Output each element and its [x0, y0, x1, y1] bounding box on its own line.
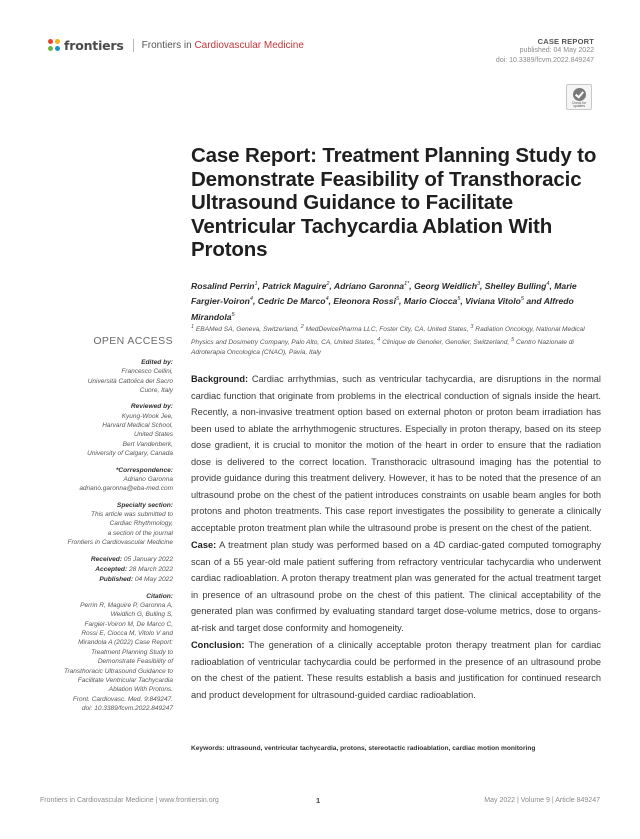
footer-journal-link[interactable]: Frontiers in Cardiovascular Medicine | www.frontiersin.org	[40, 797, 219, 804]
sidebar-line: Kyung-Wook Jee,	[121, 412, 173, 420]
background-text: Cardiac arrhythmias, such as ventricular tachycardia, are disruptions in the normal cardiac function that originate from problems in the electrical conduction of signals inside the heart. Recently, a non-invasive treatment option based on external photon or proton beam irradiation has been used to ablate the arrhythmogenic structures. Especially in proton therapy, based on its steep dose gradient, it is crucial to monitor the motion of the heart in order to ensure that the radiation dose is delivered to the correct location. Transthoracic ultrasound imaging has the potential to provide guidance during this treatment delivery. However, it has to be noted that the presence of an ultrasound probe on the chest of the patient introduces constraints on usable beam angles for both protons and photon treatments. This case report investigates the possibility to generate a clinically acceptable proton treatment plan while the ultrasound probe is present on the chest of the patient.	[191, 374, 601, 533]
sidebar-line: Ablation With Protons.	[108, 686, 173, 694]
citation-heading: Citation:	[146, 592, 173, 600]
author-affiliation-mark: 5	[395, 296, 400, 303]
sidebar-line: Università Cattolica del Sacro	[87, 377, 173, 385]
affiliation-mark: 2	[300, 324, 304, 330]
citation-block	[40, 592, 173, 714]
author-name[interactable]: Alfredo Mirandola$^5$	[191, 296, 574, 322]
author-affiliation-mark: 1*	[404, 281, 410, 287]
crossmark-label: Check for updates	[571, 100, 587, 109]
date-label: Accepted:	[95, 565, 128, 573]
affiliations	[191, 322, 601, 358]
author-name[interactable]: Cedric De Marco$^4$	[257, 296, 329, 307]
affiliation-text: Radiation Oncology, National Medical Physics and Dosimetry Company, Palo Alto, CA, United States,	[191, 326, 585, 347]
sidebar-line: Facilitate Ventricular Tachycardia	[77, 676, 173, 684]
author-name[interactable]: Viviana Vitolo$^5$	[465, 296, 524, 307]
sidebar-line: Weidlich G, Bulling S,	[110, 611, 173, 619]
sidebar-line: Adriano Garonna	[123, 475, 173, 483]
date-value: 28 March 2022	[129, 565, 173, 573]
author-name[interactable]: Patrick Maguire$^2$	[262, 280, 330, 291]
conclusion-text: The generation of a clinically acceptable proton therapy treatment plan for cardiac radioablation of ventricular tachycardia could be performed in the presence of an ultrasound probe on the chest of the patient. These results establish a basis and justification for continued research and product development for ultrasound-guided cardiac radioablation.	[191, 640, 601, 700]
specialty-block	[40, 501, 173, 548]
sidebar-line: Harvard Medical School,	[102, 422, 173, 430]
journal-prefix: Frontiers in	[141, 40, 195, 51]
author-affiliation-mark: 4	[325, 296, 329, 303]
abstract-case	[191, 537, 601, 636]
sidebar-line: Cuore, Italy	[139, 387, 173, 395]
author-affiliation-mark: 5	[520, 296, 524, 303]
article-meta	[496, 37, 594, 65]
sidebar-line: Rossi E, Ciocca M, Vitolo V and	[81, 629, 173, 637]
sidebar-line: Frontiers in Cardiovascular Medicine	[67, 539, 173, 547]
affiliation-mark: 1	[191, 324, 195, 330]
sidebar-line: Front. Cardiovasc. Med. 9:849247.	[72, 695, 173, 703]
author-affiliation-mark: 4	[546, 281, 550, 287]
sidebar-line: University of Calgary, Canada	[87, 450, 173, 458]
author-name[interactable]: Rosalind Perrin$^1$	[191, 280, 258, 291]
author-name[interactable]: Georg Weidlich$^3$	[414, 280, 481, 291]
sidebar-line: Mirandola A (2022) Case Report:	[78, 639, 173, 647]
journal-accent: Cardiovascular Medicine	[194, 40, 304, 51]
dates-block	[40, 555, 173, 585]
sidebar-line: doi: 10.3389/fcvm.2022.849247	[81, 705, 173, 713]
date-label: Published:	[99, 575, 134, 583]
case-label: Case:	[191, 540, 217, 550]
correspondence-block	[40, 466, 173, 494]
sidebar-line: Demonstrate Feasibility of	[97, 658, 173, 666]
sidebar-line: adriano.garonna@eba-med.com	[79, 485, 173, 493]
sidebar-line: Cardiac Rhythmology,	[109, 520, 173, 528]
author-affiliation-mark: 4	[249, 296, 253, 303]
affiliation-mark: 3	[470, 324, 474, 330]
publisher-logo[interactable]	[48, 38, 304, 53]
keywords: Keywords: ultrasound, ventricular tachycardia, protons, stereotactic radioablation, cardiac motion monitoring	[191, 745, 536, 752]
affiliation-text: Clinique de Genolier, Genolier, Switzerland,	[380, 339, 512, 347]
edited-by-heading: Edited by:	[141, 359, 173, 366]
sidebar-line: Transthoracic Ultrasound Guidance to	[64, 667, 173, 675]
author-name[interactable]: Adriano Garonna$^{1*}$	[333, 280, 410, 291]
affiliation-mark: 4	[377, 337, 381, 344]
conclusion-label: Conclusion:	[191, 640, 245, 650]
citation-text	[40, 601, 173, 714]
sidebar-line: Treatment Planning Study to	[91, 648, 173, 656]
abstract-background	[191, 371, 601, 536]
date-accepted	[40, 565, 173, 575]
reviewed-by-text	[40, 412, 173, 459]
sidebar-line: This article was submitted to	[90, 510, 173, 518]
correspondence-text[interactable]	[40, 475, 173, 494]
sidebar-line: a section of the journal	[107, 529, 173, 537]
frontiers-logo-icon	[48, 39, 61, 52]
date-value: 05 January 2022	[123, 555, 173, 563]
published-date: published: 04 May 2022	[519, 47, 594, 55]
author-affiliation-mark: 1	[254, 281, 258, 287]
doi-link[interactable]: doi: 10.3389/fcvm.2022.849247	[495, 56, 594, 64]
date-label: Received:	[90, 555, 123, 563]
author-name[interactable]: Eleonora Rossi$^5$	[333, 296, 400, 307]
logo-wordmark: frontiers	[64, 38, 124, 53]
article-title: Case Report: Treatment Planning Study to Demonstrate Feasibility of Transthoracic Ultrasound Guidance to Facilitate Ventricular Tachycardia Ablation With Protons	[191, 144, 597, 261]
page-header	[48, 37, 594, 73]
affiliation-text: MedDevicePharma LLC, Foster City, CA, United States,	[303, 326, 471, 334]
check-for-updates-button[interactable]	[566, 84, 592, 110]
date-value: 04 May 2022	[134, 575, 173, 583]
footer-issue-info: May 2022 | Volume 9 | Article 849247	[484, 797, 600, 804]
case-text: A treatment plan study was performed based on a 4D cardiac-gated computed tomography scan of a 55 year-old male patient suffering from refractory ventricular tachycardia who underwent cardiac radioablation. A proton therapy treatment plan was generated for the actual treatment target in presence of an ultrasound probe on the chest of this patient. The clinical acceptability of the generated plan was confirmed by evaluating standard target dose-volume metrics, dose to organs-at-risk and target dose conformity and homogeneity.	[191, 540, 601, 633]
date-received	[40, 555, 173, 565]
sidebar-line: Fargier-Voiron M, De Marco C,	[84, 620, 173, 628]
author-name[interactable]: Marie Fargier-Voiron$^4$	[191, 280, 577, 307]
header-divider	[133, 39, 134, 52]
author-name[interactable]: Shelley Bulling$^4$	[484, 280, 550, 291]
abstract	[191, 371, 601, 704]
abstract-conclusion	[191, 637, 601, 703]
date-published	[40, 575, 173, 585]
sidebar-line: Francesco Cellini,	[121, 368, 173, 376]
crossmark-icon	[573, 88, 586, 101]
background-label: Background:	[191, 374, 249, 384]
sidebar-line: Perrin R, Maguire P, Garonna A,	[80, 601, 173, 609]
sidebar-line: United States	[133, 431, 173, 439]
sidebar	[40, 335, 173, 721]
affiliation-text: EBAMed SA, Geneva, Switzerland,	[194, 326, 301, 334]
sidebar-line: Bert Vandenberk,	[122, 440, 173, 448]
author-affiliation-mark: 5	[231, 311, 235, 318]
page-number: 1	[316, 796, 321, 805]
affiliation-mark: 5	[511, 337, 515, 344]
edited-by-block	[40, 358, 173, 395]
author-affiliation-mark: 3	[476, 281, 481, 287]
reviewed-by-heading: Reviewed by:	[130, 403, 173, 411]
author-affiliation-mark: 2	[326, 281, 330, 287]
article-type: CASE REPORT	[537, 37, 594, 46]
author-list: Rosalind Perrin$^1$, Patrick Maguire$^2$, Adriano Garonna$^{1*}$, Georg Weidlich$^3$, Shelley Bulling$^4$, Marie Fargier-Voiron$^4$, Cedric De Marco$^4$, Eleonora Rossi$^5$, Mario Ciocca$^5$, Viviana Vitolo$^5$ and Alfredo Mirandola$^5$	[191, 280, 577, 322]
author-affiliation-mark: 5	[457, 296, 461, 303]
affiliation-text: Centro Nazionale di Adroterapia Oncologica (CNAO), Pavia, Italy	[191, 339, 574, 357]
open-access-label: OPEN ACCESS	[93, 335, 173, 347]
journal-name[interactable]	[142, 40, 304, 51]
specialty-heading: Specialty section:	[116, 501, 173, 509]
specialty-text	[40, 510, 173, 548]
correspondence-heading: *Correspondence:	[115, 466, 173, 474]
reviewed-by-block	[40, 402, 173, 458]
edited-by-text	[40, 367, 173, 395]
author-name[interactable]: Mario Ciocca$^5$	[403, 296, 461, 307]
